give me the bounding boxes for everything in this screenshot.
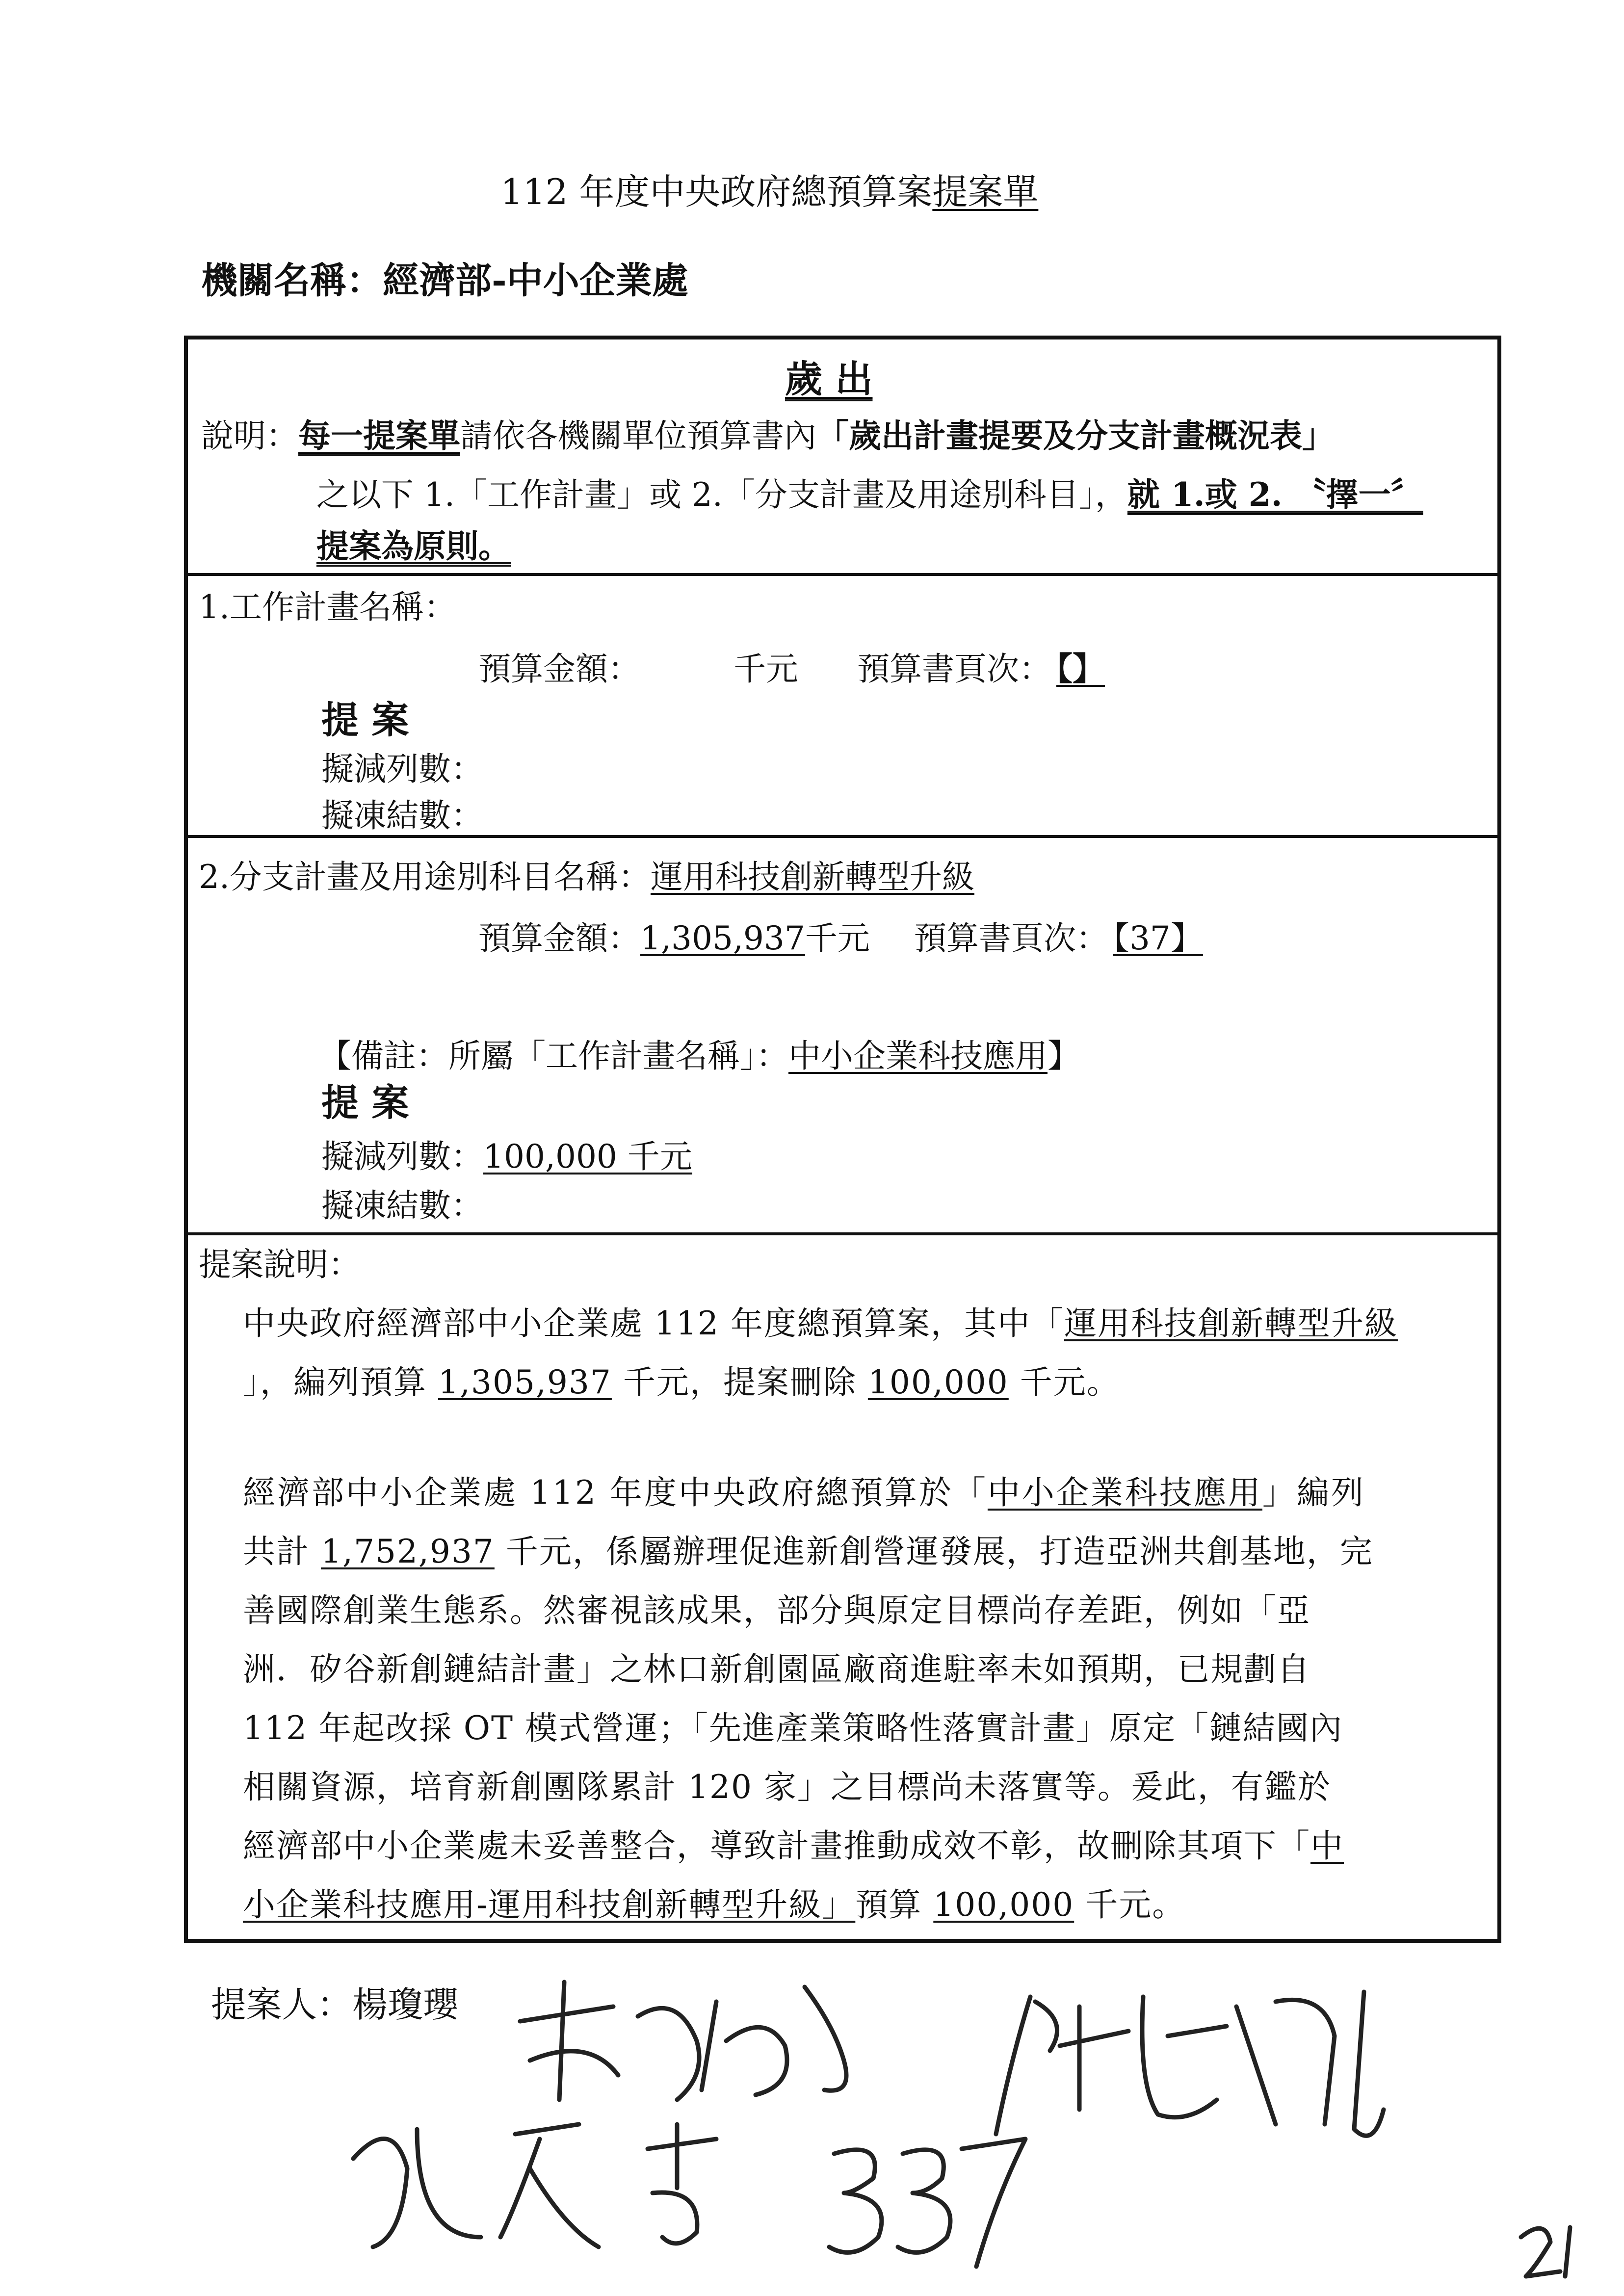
text: 千元。 (1008, 1363, 1120, 1401)
branch-plan-label: 2.分支計畫及用途別科目名稱： (199, 858, 651, 896)
explanation-line: 善國際創業生態系。然審視該成果，部分與原定目標尚存差距，例如「亞 (243, 1592, 1310, 1629)
page-number-handwritten (1521, 2227, 1570, 2276)
reduce-value: 100,000 千元 (483, 1138, 692, 1175)
amount-value: 100,000 (867, 1363, 1009, 1401)
amount-value: 1,305,937 (640, 919, 805, 957)
text: 千元。 (1074, 1886, 1186, 1924)
proposal-heading: 提 案 (321, 698, 409, 742)
note-line-3: 提案為原則。 (316, 527, 511, 565)
section-heading: 歲 出 (785, 357, 873, 401)
amount-unit: 千元 (733, 650, 798, 688)
note-text: 之以下 1.「工作計畫」或 2.「分支計畫及用途別科目」， (316, 476, 1127, 514)
note-label: 說明： (201, 417, 298, 455)
page-value: 【】 (1056, 650, 1105, 688)
note-emphasis: 每一提案單 (298, 417, 460, 455)
text: 」，編列預算 (243, 1363, 438, 1401)
branch-plan-name: 運用科技創新轉型升級 (650, 858, 974, 896)
page-label: 預算書頁次： (857, 650, 1051, 688)
signature-kong (353, 2124, 716, 2247)
title-underlined: 提案單 (932, 171, 1039, 212)
text: 」編列 (1262, 1474, 1365, 1512)
signature-yang (520, 1982, 846, 2100)
text: 經濟部中小企業處未妥善整合，導致計畫推動成效不彰，故刪除其項下「 (243, 1827, 1310, 1865)
freeze-label: 擬凍結數： (321, 797, 483, 835)
note-form-name: 「歲出計畫提要及分支計畫概況表」 (816, 417, 1335, 455)
underlined-text: 小企業科技應用-運用科技創新轉型升級」 (243, 1886, 856, 1924)
amount-label: 預算金額： (478, 919, 640, 957)
reduce-label: 擬減列數： (321, 1138, 483, 1175)
explanation-line: 相關資源，培育新創團隊累計 120 家」之目標尚未落實等。爰此，有鑑於 (243, 1768, 1331, 1806)
text: 千元，提案刪除 (611, 1363, 868, 1401)
text: 預算 (855, 1886, 934, 1924)
proposer-name: 楊瓊瓔 (352, 1984, 459, 2025)
reduce-label: 擬減列數： (321, 750, 483, 788)
text: 經濟部中小企業處 112 年度中央政府總預算於「 (243, 1474, 988, 1512)
amount-label: 預算金額： (478, 650, 640, 688)
remark-value: 中小企業科技應用 (788, 1037, 1048, 1075)
explanation-line: 112 年起改採 OT 模式營運；「先進產業策略性落實計畫」原定「鏈結國內 (243, 1709, 1343, 1747)
amount-value: 1,752,937 (320, 1533, 495, 1570)
text: 共計 (243, 1533, 321, 1570)
note-text: 請依各機關單位預算書內 (460, 417, 816, 455)
amount-value: 100,000 (933, 1886, 1074, 1924)
title-text: 112 年度中央政府總預算案 (500, 171, 933, 212)
freeze-label: 擬凍結數： (321, 1187, 483, 1225)
text: 千元，係屬辦理促進新創營運發展，打造亞洲共創基地，完 (494, 1533, 1373, 1570)
text: 中央政府經濟部中小企業處 112 年度總預算案，其中「 (243, 1305, 1064, 1342)
signature-chen (996, 1992, 1384, 2136)
signature-number-337 (829, 2139, 1025, 2267)
amount-value: 1,305,937 (438, 1363, 612, 1401)
underlined-text: 中 (1310, 1827, 1344, 1865)
proposal-heading: 提 案 (321, 1081, 409, 1124)
work-plan-name-label: 1.工作計畫名稱： (199, 588, 456, 626)
underlined-text: 中小企業科技應用 (987, 1474, 1262, 1512)
remark-suffix: 】 (1048, 1037, 1080, 1075)
remark-label: 【備註：所屬「工作計畫名稱」： (319, 1037, 788, 1075)
note-emphasis: 就 1.或 2. 〝擇一〞 (1127, 475, 1423, 514)
agency-name: 機關名稱：經濟部-中小企業處 (201, 260, 688, 302)
explanation-label: 提案說明： (199, 1246, 361, 1283)
amount-unit: 千元 (805, 919, 870, 957)
page-label: 預算書頁次： (914, 919, 1108, 957)
proposer-label: 提案人： (211, 1984, 353, 2025)
page-value: 【37】 (1113, 919, 1203, 957)
underlined-text: 運用科技創新轉型升級 (1064, 1305, 1398, 1342)
explanation-line: 洲．矽谷新創鏈結計畫」之林口新創園區廠商進駐率未如預期，已規劃自 (243, 1650, 1310, 1688)
